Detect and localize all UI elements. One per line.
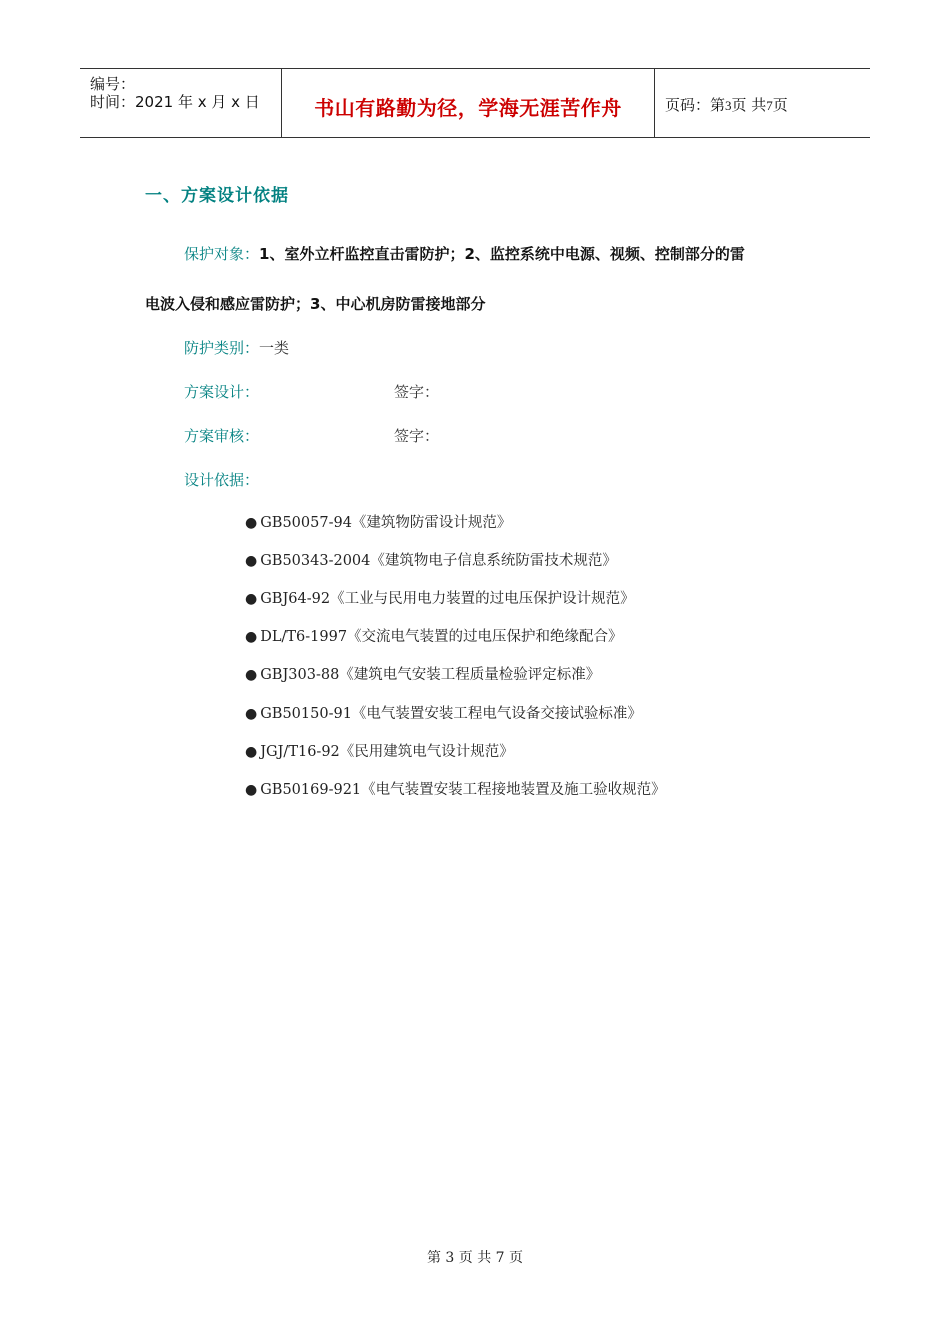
header-meta-cell [80, 69, 282, 137]
number-label: 编号： [90, 75, 136, 93]
page-current: 3 [725, 98, 732, 113]
motto: 书山有路勤为径，学海无涯苦作舟 [314, 96, 622, 120]
standard-text: GB50150-91《电气装置安装工程电气设备交接试验标准》 [260, 706, 642, 722]
header-motto-cell [282, 69, 655, 137]
page-end: 页 [772, 96, 788, 114]
category-value: 一类 [259, 339, 290, 357]
standard-text: GBJ303-88《建筑电气安装工程质量检验评定标准》 [260, 667, 601, 683]
standard-text: DL/T6-1997《交流电气装置的过电压保护和绝缘配合》 [260, 629, 623, 645]
bullet-icon: ● [245, 515, 258, 531]
protect-text-2: 电波入侵和感应雷防护；3、中心机房防雷接地部分 [145, 295, 486, 313]
bullet-icon: ● [245, 667, 258, 683]
standard-text: GB50057-94《建筑物防雷设计规范》 [260, 515, 512, 531]
protect-line-1 [184, 243, 745, 264]
category-label: 防护类别： [184, 339, 260, 357]
list-item [245, 740, 514, 761]
page-footer: 第 3 页 共 7 页 [426, 1250, 524, 1266]
protect-label: 保护对象： [184, 245, 260, 263]
design-sign: 签字： [394, 383, 440, 401]
standard-text: GB50343-2004《建筑物电子信息系统防雷技术规范》 [260, 553, 617, 569]
review-label: 方案审核： [184, 427, 260, 445]
standard-text: GB50169-921《电气装置安装工程接地装置及施工验收规范》 [260, 782, 666, 798]
design-label: 方案设计： [184, 383, 260, 401]
list-item [245, 702, 642, 723]
bullet-icon: ● [245, 782, 258, 798]
review-sign: 签字： [394, 427, 440, 445]
page-info [665, 94, 788, 115]
page-total: 7 [766, 98, 773, 113]
bullet-icon: ● [245, 591, 258, 607]
basis-label: 设计依据： [184, 471, 260, 489]
bullet-icon: ● [245, 629, 258, 645]
list-item [245, 663, 600, 684]
page-header [80, 68, 870, 138]
category-line [184, 337, 289, 358]
page-mid: 页 共 [731, 96, 767, 114]
bullet-icon: ● [245, 744, 258, 760]
header-page-cell [655, 69, 870, 137]
list-item [245, 511, 511, 532]
page-label: 页码：第 [665, 96, 726, 114]
standard-text: GBJ64-92《工业与民用电力装置的过电压保护设计规范》 [260, 591, 635, 607]
bullet-icon: ● [245, 706, 258, 722]
list-item [245, 625, 623, 646]
list-item [245, 549, 617, 570]
protect-text-1: 1、室外立杆监控直击雷防护；2、监控系统中电源、视频、控制部分的雷 [259, 245, 745, 263]
list-item [245, 778, 666, 799]
list-item [245, 587, 635, 608]
section-title: 一、方案设计依据 [145, 186, 289, 206]
time-label: 时间：2021 年 x 月 x 日 [90, 93, 260, 111]
standard-text: JGJ/T16-92《民用建筑电气设计规范》 [260, 744, 514, 760]
bullet-icon: ● [245, 553, 258, 569]
